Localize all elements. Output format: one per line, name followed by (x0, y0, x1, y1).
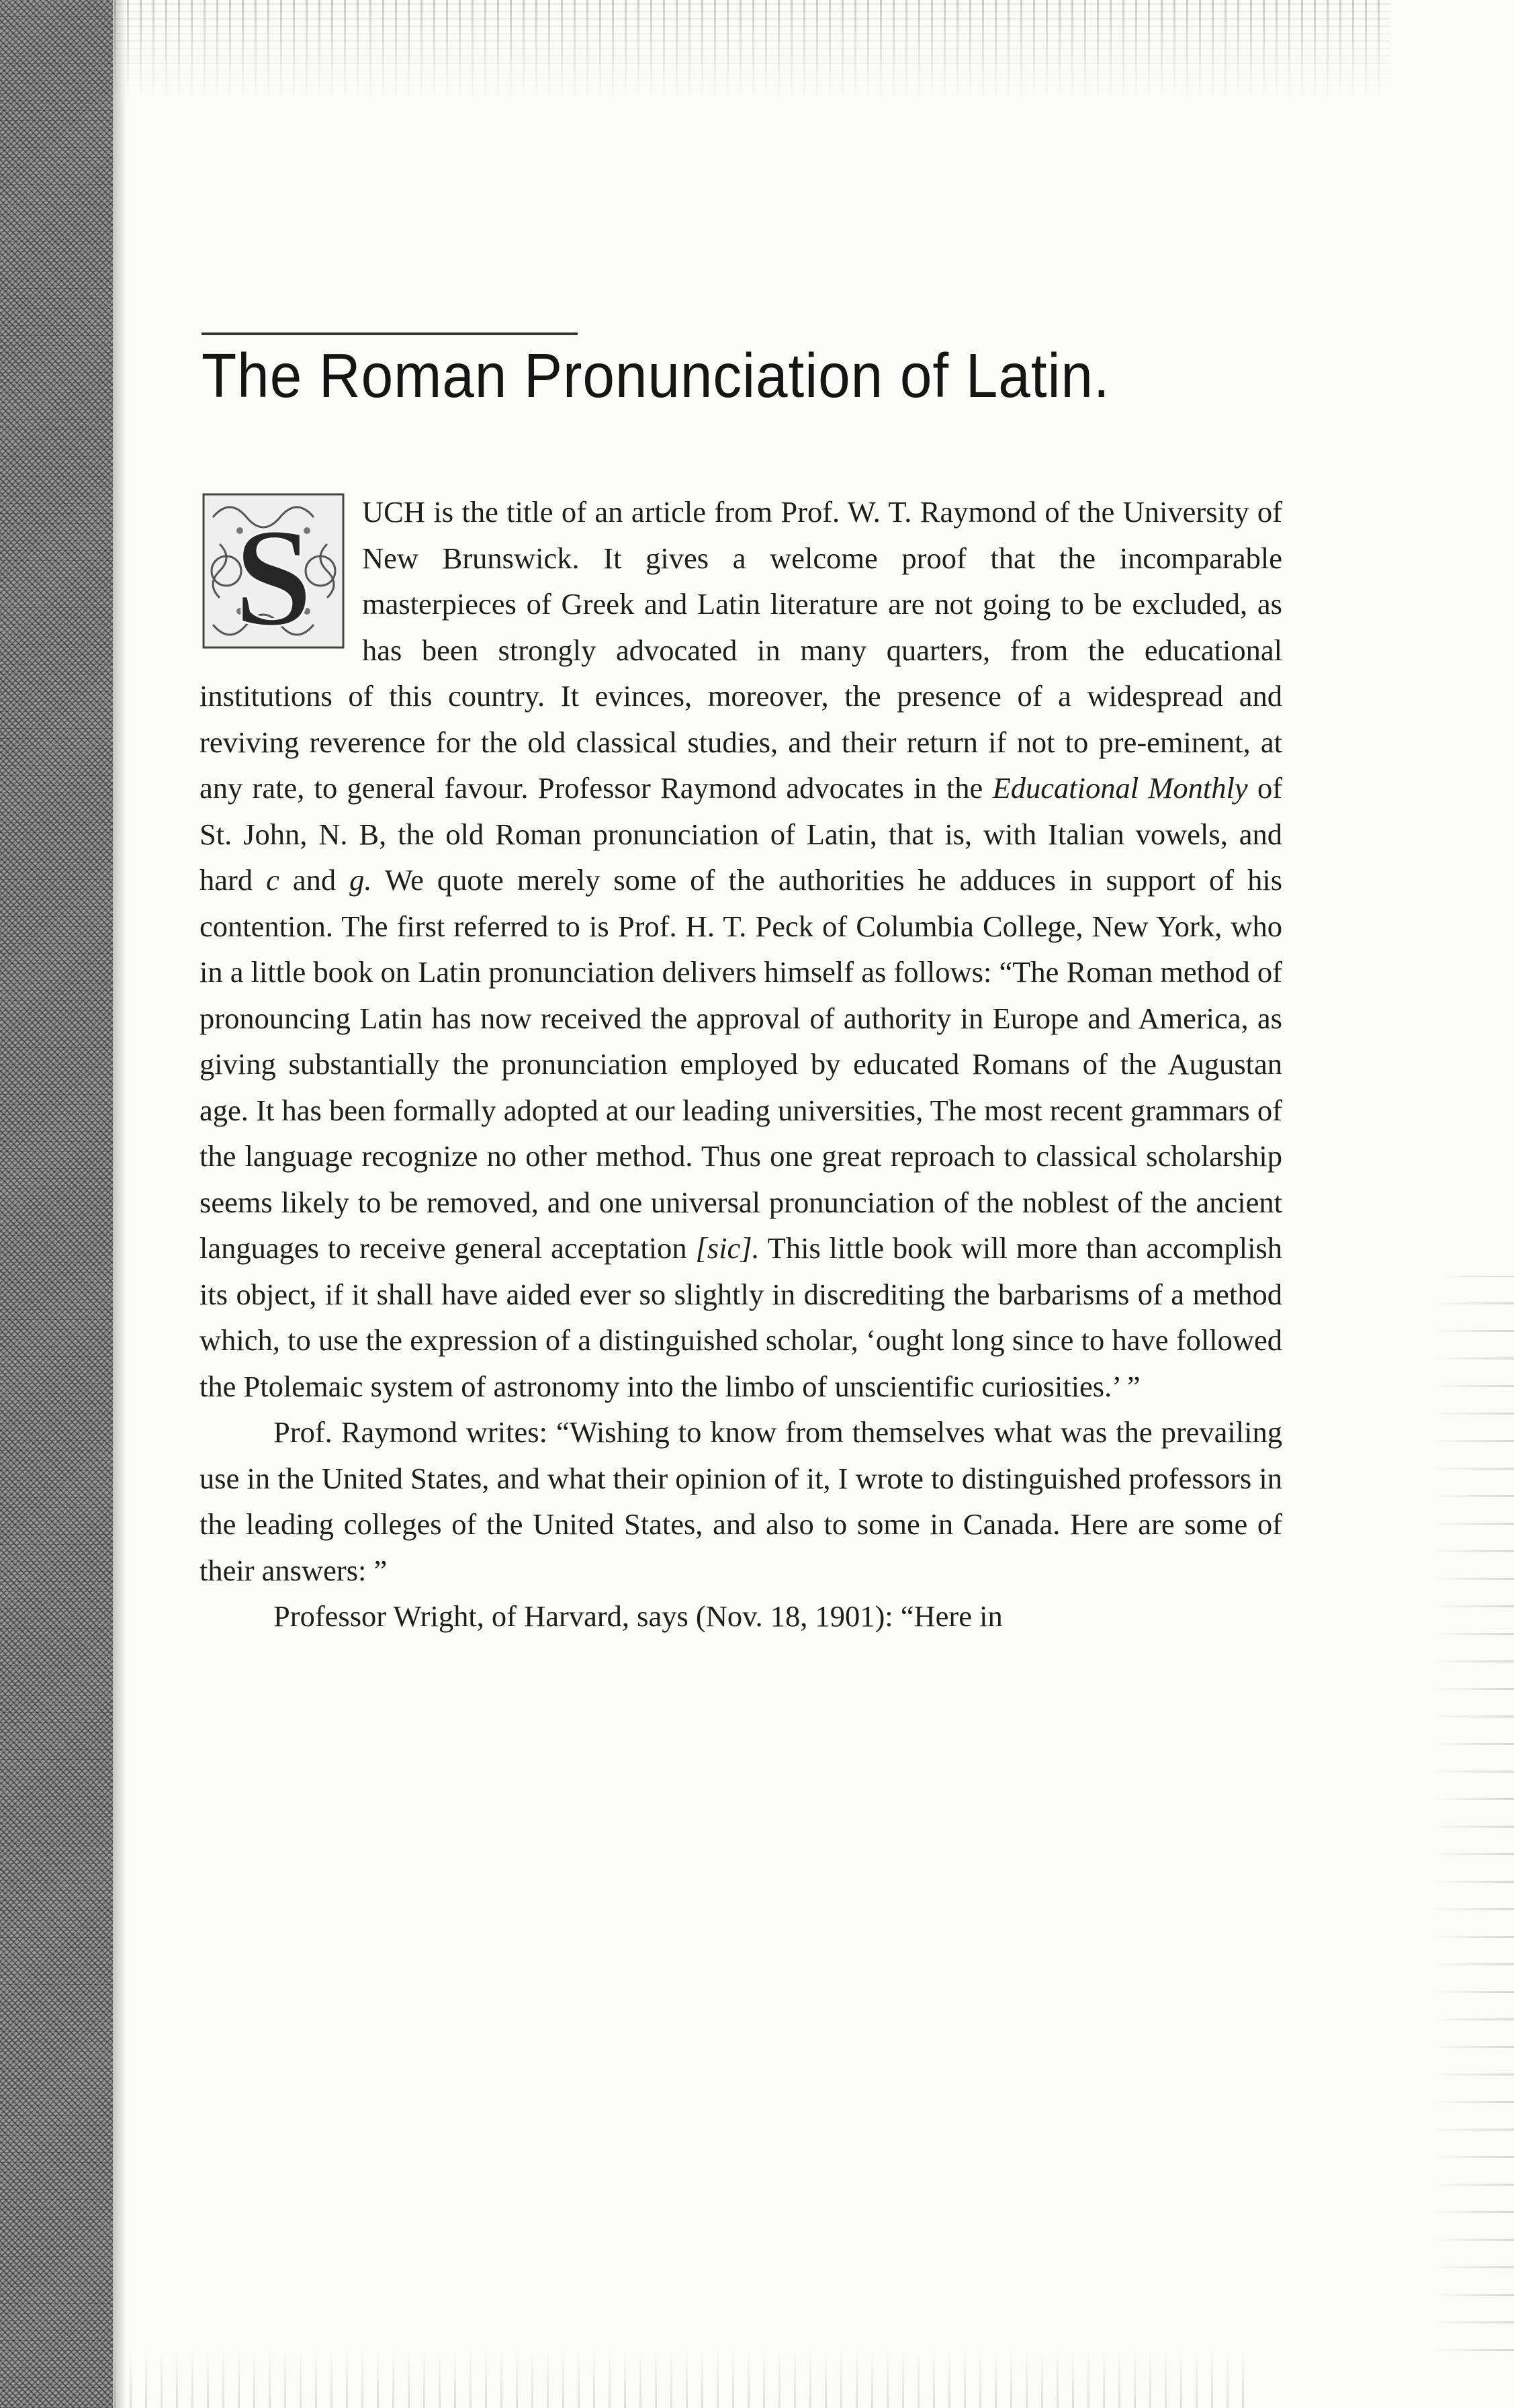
paragraph-1-text-b: of St. John, N. B, the old Roman pronunciation of Latin, that is, with Italian vowels, and hard (199, 771, 1283, 897)
letter-c: c (266, 863, 279, 897)
article-title: The Roman Pronunciation of Latin. (202, 341, 1110, 410)
paragraph-1 (199, 489, 1282, 1409)
scan-right-edge-noise (1433, 1276, 1514, 2351)
scan-top-noise (114, 0, 1390, 101)
header-rule (202, 332, 578, 335)
article-body (199, 489, 1282, 1640)
paragraph-2: Prof. Raymond writes: “Wishing to know from themselves what was the prevailing use in the United States, and what their opinion of it, I wrote to distinguished professors in the leading colleges of the United States, and also to some in Canada. Here are some of their answers: ” (199, 1415, 1282, 1587)
sic-note: [sic]. (695, 1231, 760, 1265)
drop-cap-letter: S (234, 500, 313, 652)
and-word: and (292, 863, 337, 897)
paragraph-1-text-c: We quote merely some of the authorities he adduces in support of his contention. The first referred to is Prof. H. T. Peck of Columbia College, New York, who in a little book on Latin pronunciation delivers himself as follows: “The Roman method of pronouncing Latin has now received the approval of authority in Europe and America, as giving substantially the pronunciation employed by educated Romans of the Augustan age. It has been formally adopted at our leading universities, The most recent grammars of the language recognize no other method. Thus one great reproach to classical scholarship seems likely to be removed, and one universal pronunciation of the noblest of the ancient languages to receive general acceptation (199, 863, 1283, 1265)
paragraph-1-text-a: UCH is the title of an article from Prof. W. T. Raymond of the University of New Brunswick. It gives a welcome proof that the incomparable masterpieces of Greek and Latin literature are not going to be excluded, as has been strongly advocated in many quarters, from the educational institutions of this country. It evinces, moreover, the presence of a widespread and reviving reverence for the old classical studies, and their return if not to pre-eminent, at any rate, to general favour. Professor Raymond advocates in the (199, 495, 1282, 805)
ornamental-drop-cap-s-icon (199, 490, 347, 652)
scan-binding-shadow (113, 0, 126, 2408)
journal-title: Educational Monthly (992, 771, 1248, 805)
scan-bottom-noise (114, 2348, 1256, 2408)
scan-binding-edge (0, 0, 113, 2408)
paragraph-3: Professor Wright, of Harvard, says (Nov. 18, 1901): “Here in (273, 1599, 1003, 1633)
letter-g: g. (349, 863, 372, 897)
paragraph-1-text-d: This little book will more than accomplish its object, if it shall have aided ever so slightly in discrediting the barbarisms of a method which, to use the expression of a distinguished scholar, ‘ought long since to have followed the Ptolemaic system of astronomy into the limbo of unscientific curiosities.’ ” (199, 1231, 1282, 1403)
